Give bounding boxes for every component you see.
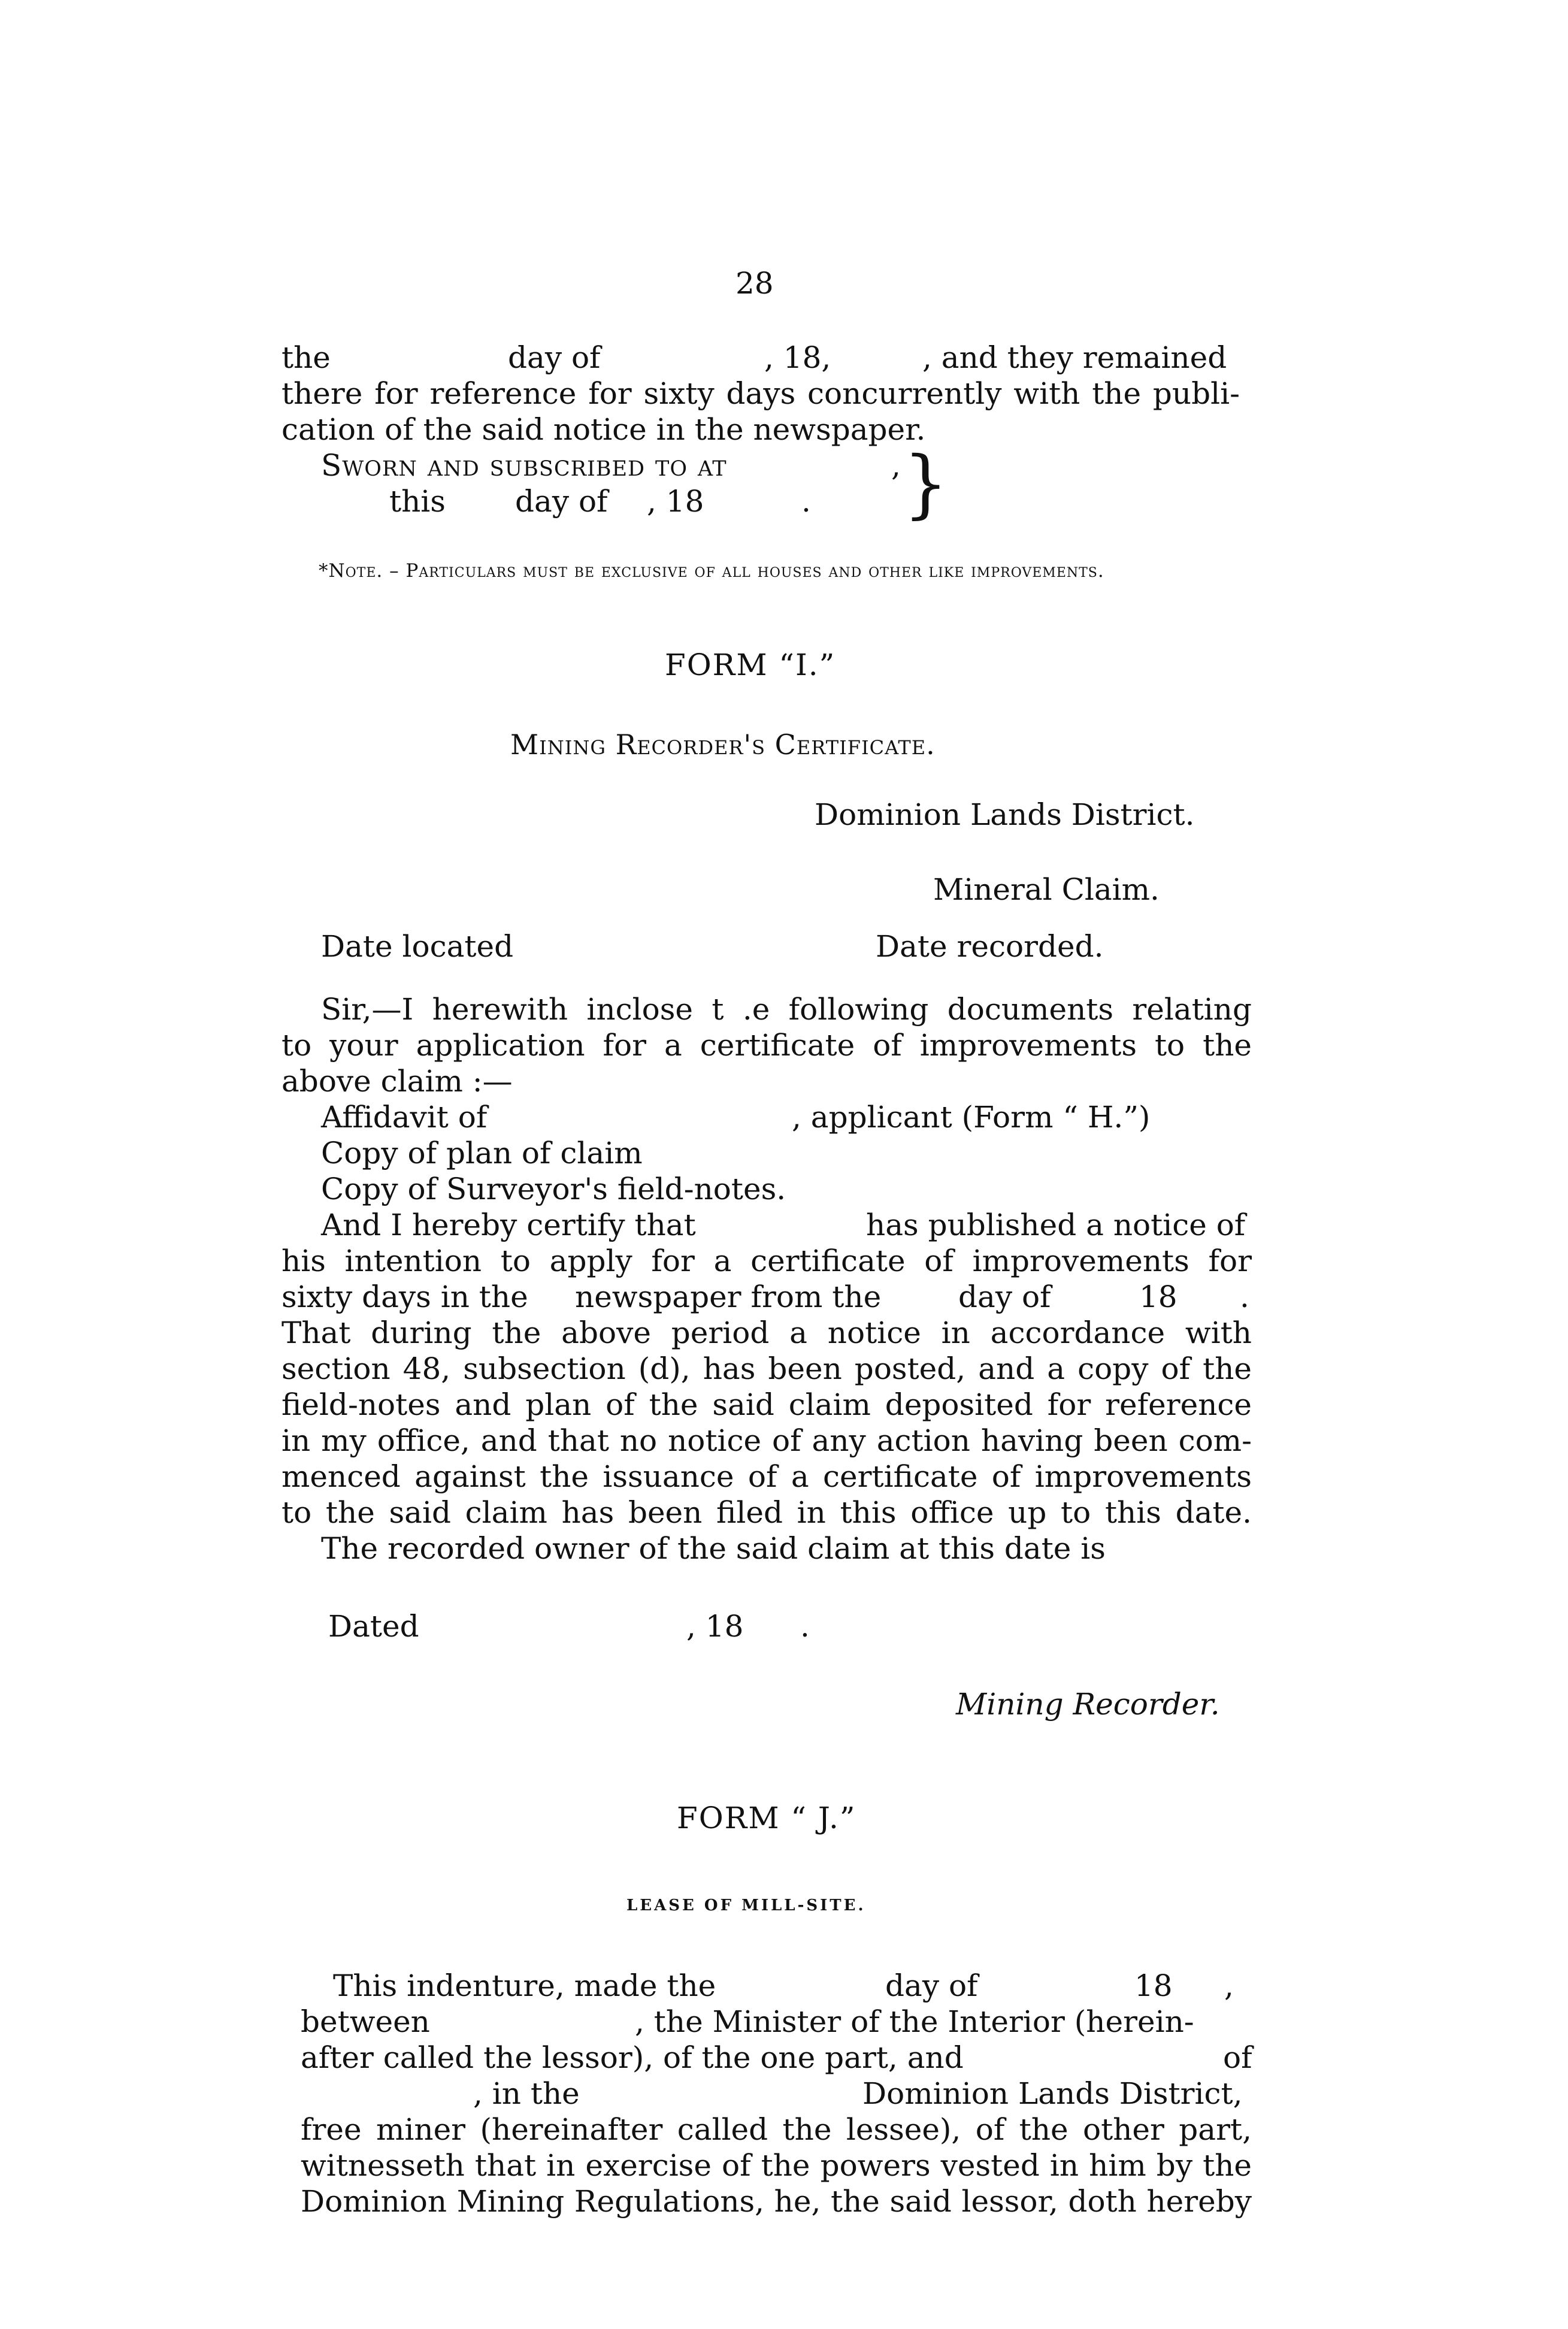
form-j-1b: day of [885,1968,978,2003]
form-i-cert-8: menced against the issuance of a certificate of improvements [281,1459,1252,1494]
form-i-cert-3c: day of [958,1280,1051,1314]
form-i-district: Dominion Lands District. [815,797,1195,832]
form-i-sir-line-1: Sir,—I herewith inclose t .e following documents relating [321,992,1252,1027]
form-i-sir-line-2: to your application for a certificate of improvements to the [281,1028,1252,1063]
form-i-cert-3e: . [1240,1280,1249,1314]
sworn-comma: , [891,448,901,483]
sworn-brace: } [903,440,949,527]
sworn-18: , 18 [647,484,704,519]
form-i-cert-7: in my office, and that no notice of any action having been com- [281,1423,1252,1458]
form-i-cert-1b: has published a notice of [866,1208,1246,1242]
sworn-line-1: Sworn and subscribed to at [321,448,727,483]
intro-the: the [281,340,331,375]
form-j-2a: between [301,2004,430,2039]
form-j-1c: 18 [1134,1968,1173,2003]
form-i-dated: Dated [328,1609,419,1644]
form-i-copy-notes: Copy of Surveyor's field-notes. [321,1172,786,1206]
form-i-cert-5: section 48, subsection (d), has been posted, and a copy of the [281,1351,1252,1386]
form-j-3a: after called the lessor), of the one part, and [301,2040,964,2075]
page-number: 28 [735,266,774,301]
form-j-title: FORM “ J.” [677,1801,856,1835]
form-i-cert-6: field-notes and plan of the said claim deposited for reference [281,1387,1252,1422]
form-i-claim: Mineral Claim. [933,872,1160,907]
form-j-4b: Dominion Lands District, [862,2076,1243,2111]
form-i-applicant: , applicant (Form “ H.”) [792,1100,1151,1135]
sworn-dot: . [801,484,811,519]
form-i-date-located: Date located [321,929,514,964]
form-i-affidavit-of: Affidavit of [321,1100,488,1135]
form-i-copy-plan: Copy of plan of claim [321,1136,643,1170]
form-j-2b: , the Minister of the Interior (herein- [635,2004,1194,2039]
form-j-1a: This indenture, made the [333,1968,716,2003]
intro-18: , 18, [764,340,831,375]
form-i-cert-1a: And I hereby certify that [321,1208,696,1242]
form-j-3b: of [1223,2040,1252,2075]
form-i-signature: Mining Recorder. [956,1687,1220,1722]
intro-tail: , and they remained [922,340,1227,375]
form-i-dated-18: , 18 [686,1609,744,1644]
form-j-4a: , in the [473,2076,580,2111]
sworn-this: this [389,484,446,519]
form-i-title: FORM “I.” [665,648,836,682]
form-i-owner: The recorded owner of the said claim at this date is [321,1531,1106,1566]
form-i-cert-3b: newspaper from the [575,1280,882,1314]
form-j-subtitle: LEASE OF MILL-SITE. [626,1897,866,1914]
form-i-cert-9: to the said claim has been filed in this office up to this date. [281,1495,1252,1530]
form-j-7: Dominion Mining Regulations, he, the said lessor, doth hereby [301,2184,1252,2219]
note: *Note. – Particulars must be exclusive of all houses and other like improvements. [319,560,1104,582]
form-j-6: witnesseth that in exercise of the powers vested in him by the [301,2148,1252,2183]
form-j-5: free miner (hereinafter called the lessee), of the other part, [301,2112,1252,2147]
intro-day-of: day of [508,340,601,375]
intro-line-2: there for reference for sixty days concurrently with the publi- [281,376,1240,411]
form-i-cert-4: That during the above period a notice in accordance with [281,1315,1252,1350]
form-i-cert-2: his intention to apply for a certificate of improvements for [281,1244,1252,1278]
form-i-dated-dot: . [800,1609,810,1644]
form-i-sir-line-3: above claim :— [281,1064,513,1099]
form-i-date-recorded: Date recorded. [876,929,1104,964]
intro-line-3: cation of the said notice in the newspaper. [281,412,926,447]
form-i-cert-3a: sixty days in the [281,1280,528,1314]
form-i-cert-3d: 18 [1139,1280,1177,1314]
sworn-day-of: day of [515,484,608,519]
form-j-1d: , [1224,1968,1234,2003]
form-i-subtitle: Mining Recorder's Certificate. [510,728,936,761]
